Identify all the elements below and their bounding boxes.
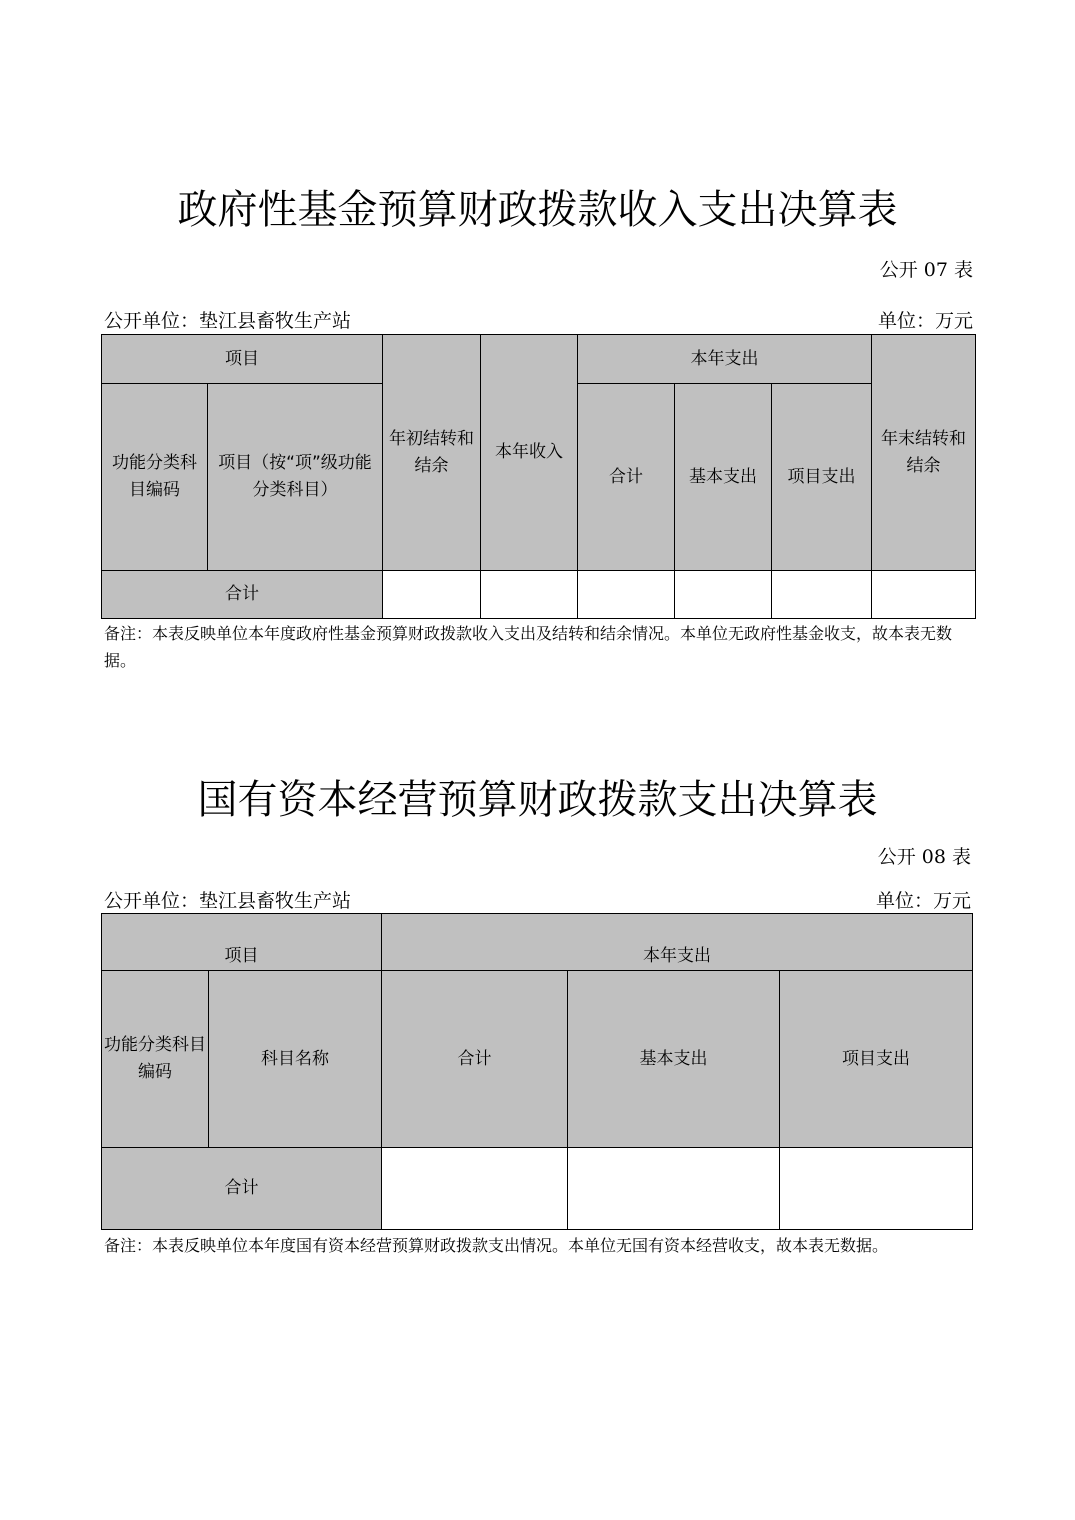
header-expense: 本年支出 [382, 914, 973, 971]
table-cell [780, 1148, 973, 1230]
table2-grid [101, 913, 973, 1230]
table1-tag: 公开 07 表 [879, 259, 973, 281]
table1-unit-name: 公开单位：垫江县畜牧生产站 [104, 310, 352, 332]
table2-tag: 公开 08 表 [877, 846, 971, 868]
table1-note: 备注：本表反映单位本年度政府性基金预算财政拨款收入支出及结转和结余情况。本单位无政府性基金收支，故本表无数据。 [104, 624, 953, 670]
table-cell [568, 1148, 780, 1230]
table2-unit-name: 公开单位：垫江县畜牧生产站 [104, 890, 352, 912]
header-code: 功能分类科目编码 [102, 971, 209, 1148]
header-basic: 基本支出 [675, 384, 772, 571]
table1-unit: 单位：万元 [877, 310, 973, 332]
table-cell [481, 571, 578, 619]
table-cell [383, 571, 481, 619]
total-label: 合计 [102, 571, 383, 619]
table-cell [872, 571, 976, 619]
header-carry-start: 年初结转和结余 [383, 335, 481, 571]
table1-grid [101, 334, 976, 619]
table-cell [772, 571, 872, 619]
table1-title: 政府性基金预算财政拨款收入支出决算表 [177, 187, 898, 233]
table2-unit: 单位：万元 [875, 890, 971, 912]
header-carry-end: 年末结转和结余 [872, 335, 976, 571]
header-basic: 基本支出 [568, 971, 780, 1148]
header-project: 项目支出 [780, 971, 973, 1148]
table2-title: 国有资本经营预算财政拨款支出决算表 [197, 777, 878, 823]
header-item-name: 项目（按“项”级功能分类科目） [208, 384, 383, 571]
header-sum: 合计 [578, 384, 675, 571]
header-item: 项目 [102, 335, 383, 384]
header-item: 项目 [102, 914, 382, 971]
header-income: 本年收入 [481, 335, 578, 571]
table2-note: 备注：本表反映单位本年度国有资本经营预算财政拨款支出情况。本单位无国有资本经营收支，故本表无数据。 [104, 1236, 889, 1255]
header-expense: 本年支出 [578, 335, 872, 384]
table-cell [675, 571, 772, 619]
header-project: 项目支出 [772, 384, 872, 571]
header-name: 科目名称 [209, 971, 382, 1148]
table-cell [382, 1148, 568, 1230]
table-cell [578, 571, 675, 619]
header-sum: 合计 [382, 971, 568, 1148]
total-label: 合计 [102, 1148, 382, 1230]
header-code: 功能分类科目编码 [102, 384, 208, 571]
